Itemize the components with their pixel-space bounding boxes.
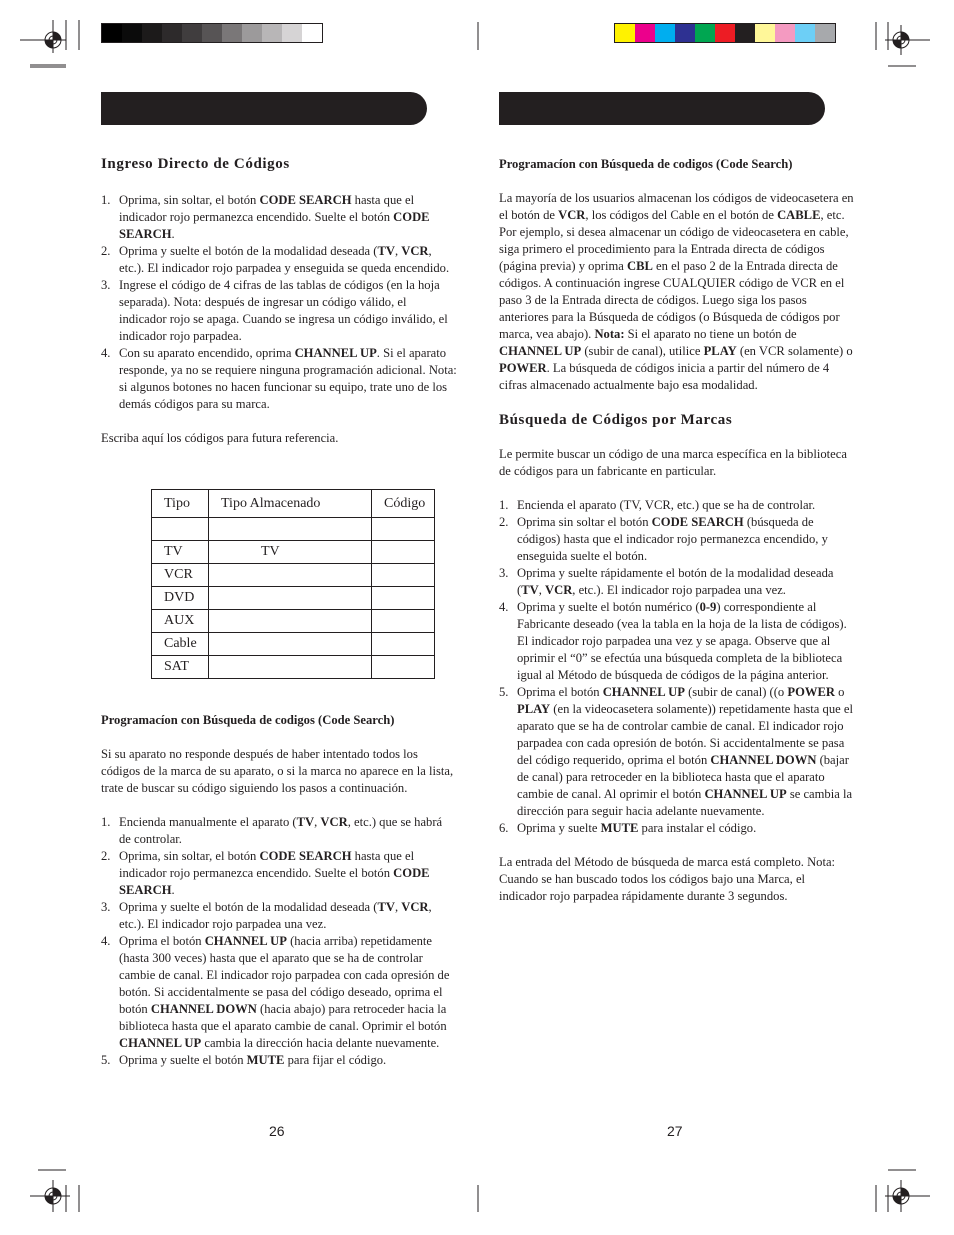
table-cell: [209, 610, 372, 633]
bold-term: VCR: [545, 583, 573, 597]
text-run: (hacia abajo) para retroceder hacia la biblioteca hasta que el aparato cambie de canal. Oprimir el botón: [119, 1002, 447, 1033]
text-run: Oprima el botón: [119, 934, 205, 948]
right-header-banner: [499, 92, 825, 125]
text-run: hasta que el indicador rojo permanezca encendido. Suelte el botón: [119, 193, 415, 224]
step-item: [101, 848, 457, 899]
bold-term: CHANNEL DOWN: [710, 753, 817, 767]
step-number: 3.: [499, 566, 509, 580]
text-run: , etc.). El indicador rojo parpadea una vez.: [119, 900, 432, 931]
step-item: [499, 599, 855, 684]
step-number: 4.: [101, 346, 111, 360]
color-swatch: [655, 24, 675, 42]
text-run: , etc.). El indicador rojo parpadea una vez.: [572, 583, 786, 597]
text-run: (búsqueda de códigos) hasta que el indicador rojo permanezca encendido, y enseguida suelte el botón.: [517, 515, 828, 563]
table-cell: VCR: [152, 564, 209, 587]
step-number: 6.: [499, 821, 509, 835]
grayscale-swatch: [122, 24, 142, 42]
text-run: Oprima y suelte el botón de la modalidad deseada (: [119, 244, 378, 258]
table-header-row: [152, 490, 435, 518]
color-calibration-strip: [614, 23, 836, 43]
step-number: 2.: [499, 515, 509, 529]
text-run: . Si el aparato responde, ya no se requiere ninguna programación adicional. Nota: si algunos botones no hacen funcionar su equipo, trate uno de los demás códigos para su marca.: [119, 346, 457, 411]
step-item: [101, 933, 457, 1052]
table-cell: [209, 656, 372, 679]
text-run: ) correspondiente al Fabricante deseado (vea la tabla en la hoja de la lista de códigos). El indicador rojo parpadea una vez y se apaga. Observe que al oprimir el “0” se efectúa una búsqueda completa de la biblioteca igual al Método de búsqueda de códigos de la página anterior.: [517, 600, 847, 682]
text-run: La mayoría de los usuarios almacenan los códigos de videocasetera en el botón de: [499, 191, 854, 222]
text-run: Oprima y suelte el botón de la modalidad deseada (: [119, 900, 378, 914]
brand-search-steps: [499, 497, 855, 837]
step-item: [101, 243, 457, 277]
bold-term: CHANNEL UP: [602, 685, 685, 699]
bold-term: CBL: [627, 259, 653, 273]
table-cell: [152, 518, 209, 541]
text-run: ,: [538, 583, 545, 597]
text-run: . La búsqueda de códigos inicia a partir del número de 4 cifras almacenado actualmente bajo esa modalidad.: [499, 361, 830, 392]
table-header-cell: Tipo: [152, 490, 209, 518]
bold-term: CODE SEARCH: [259, 849, 352, 863]
bold-term: VCR: [401, 244, 429, 258]
bold-term: CHANNEL UP: [294, 346, 377, 360]
text-run: para instalar el código.: [638, 821, 757, 835]
bold-term: CODE SEARCH: [651, 515, 744, 529]
table-cell: TV: [152, 541, 209, 564]
step-number: 1.: [101, 815, 111, 829]
text-run: Oprima y suelte el botón: [119, 1053, 247, 1067]
grayscale-swatch: [202, 24, 222, 42]
direct-code-entry-steps: [101, 192, 457, 413]
grayscale-swatch: [262, 24, 282, 42]
code-reference-table: [151, 489, 435, 679]
text-run: ,: [394, 900, 402, 914]
left-column: [101, 156, 457, 447]
code-search-explanation: [499, 190, 855, 394]
table-cell: [372, 518, 435, 541]
table-cell: SAT: [152, 656, 209, 679]
text-run: Oprima el botón: [517, 685, 603, 699]
text-run: cambia la dirección hacia delante nuevamente.: [201, 1036, 440, 1050]
step-item: [499, 514, 855, 565]
step-number: 3.: [101, 900, 111, 914]
step-item: [499, 497, 855, 514]
bold-term: CHANNEL UP: [499, 344, 582, 358]
table-cell: DVD: [152, 587, 209, 610]
table-blank-row: [152, 518, 435, 541]
table-header-cell: Tipo Almacenado: [209, 490, 372, 518]
table-row: [152, 564, 435, 587]
color-swatch: [695, 24, 715, 42]
bold-term: VCR: [401, 900, 429, 914]
bold-term: MUTE: [246, 1053, 285, 1067]
table-cell: [372, 633, 435, 656]
step-number: 4.: [101, 934, 111, 948]
text-run: Oprima y suelte rápidamente el botón de la modalidad deseada (: [517, 566, 834, 597]
bold-term: CABLE: [777, 208, 821, 222]
step-number: 2.: [101, 244, 111, 258]
text-run: Ingrese el código de 4 cifras de las tablas de códigos (en la hoja separada). Nota: después de ingresar un código válido, el indicador rojo se apaga. Cuando se ingresa un código inválido, el indicador rojo parpadea.: [119, 278, 448, 343]
text-run: .: [171, 227, 175, 241]
brand-search-intro: Le permite buscar un código de una marca específica en la biblioteca de códigos para un fabricante en particular.: [499, 447, 847, 478]
text-run: (en la videocasetera solamente)) repetidamente hasta que el aparato que se ha de controlar cambie de canal. El indicador rojo parpadea con cada opresión de botón. Si accidentalmente se pasa del código requerido, oprima el botón: [517, 702, 853, 767]
code-search-heading-right: Programacíon con Búsqueda de codigos (Code Search): [499, 157, 793, 171]
grayscale-swatch: [102, 24, 122, 42]
step-number: 4.: [499, 600, 509, 614]
color-swatch: [715, 24, 735, 42]
color-swatch: [675, 24, 695, 42]
color-swatch: [775, 24, 795, 42]
bold-term: PLAY: [517, 702, 551, 716]
color-swatch: [815, 24, 835, 42]
text-run: ,: [314, 815, 321, 829]
bold-term: POWER: [499, 361, 547, 375]
step-number: 1.: [101, 193, 111, 207]
step-item: [101, 814, 457, 848]
text-run: Con su aparato encendido, oprima: [119, 346, 295, 360]
table-row: [152, 656, 435, 679]
bold-term: CHANNEL UP: [119, 1036, 202, 1050]
bold-term: CODE SEARCH: [259, 193, 352, 207]
table-cell: Cable: [152, 633, 209, 656]
grayscale-swatch: [142, 24, 162, 42]
bold-term: 0-9: [699, 600, 717, 614]
step-item: [101, 899, 457, 933]
step-number: 3.: [101, 278, 111, 292]
text-run: (subir de canal) ((o: [684, 685, 788, 699]
table-cell: AUX: [152, 610, 209, 633]
step-item: [499, 565, 855, 599]
table-cell: [372, 564, 435, 587]
text-run: Encienda el aparato (TV, VCR, etc.) que se ha de controlar.: [517, 498, 816, 512]
table-row: [152, 541, 435, 564]
text-run: (subir de canal), utilice: [581, 344, 704, 358]
grayscale-swatch: [182, 24, 202, 42]
table-cell: [209, 564, 372, 587]
left-column-lower: [101, 712, 457, 1069]
grayscale-swatch: [242, 24, 262, 42]
grayscale-swatch: [222, 24, 242, 42]
text-run: se cambia la dirección para seguir hacia adelante nuevamente.: [517, 787, 853, 818]
table-cell: [372, 541, 435, 564]
step-item: [101, 345, 457, 413]
page-number-right: 27: [667, 1123, 683, 1139]
grayscale-calibration-strip: [101, 23, 323, 43]
bold-term: CHANNEL UP: [204, 934, 287, 948]
text-run: , etc.) que se habrá de controlar.: [119, 815, 443, 846]
text-run: Oprima y suelte: [517, 821, 601, 835]
color-swatch: [635, 24, 655, 42]
left-header-banner: [101, 92, 427, 125]
bold-term: PLAY: [703, 344, 737, 358]
bold-term: TV: [521, 583, 539, 597]
text-run: Oprima, sin soltar, el botón: [119, 849, 260, 863]
step-number: 5.: [101, 1053, 111, 1067]
reference-note: Escriba aquí los códigos para futura referencia.: [101, 431, 339, 445]
step-item: [499, 684, 855, 820]
grayscale-swatch: [162, 24, 182, 42]
step-number: 1.: [499, 498, 509, 512]
text-run: hasta que el indicador rojo permanezca encendido. Suelte el botón: [119, 849, 415, 880]
table-row: [152, 633, 435, 656]
table-cell: [372, 610, 435, 633]
table-cell: [209, 587, 372, 610]
text-run: en el paso 2 de la Entrada directa de códigos. A continuación ingrese CUALQUIER código de VCR en el paso 3 de la Entrada directa de códigos. Luego siga los pasos anteriores para la Búsqueda de códigos (o Búsqueda de códigos por marca, vea abajo).: [499, 259, 845, 341]
text-run: , los códigos del Cable en el botón de: [585, 208, 778, 222]
text-run: (en VCR solamente) o: [736, 344, 853, 358]
color-swatch: [735, 24, 755, 42]
bold-term: CODE SEARCH: [119, 210, 430, 241]
text-run: Oprima, sin soltar, el botón: [119, 193, 260, 207]
text-run: Encienda manualmente el aparato (: [119, 815, 297, 829]
table-cell: [209, 518, 372, 541]
color-swatch: [755, 24, 775, 42]
color-swatch: [615, 24, 635, 42]
brand-search-closing: La entrada del Método de búsqueda de marca está completo. Nota: Cuando se han buscado todos los códigos bajo una Marca, el indicador rojo parpadea rápidamente durante 3 segundos.: [499, 855, 836, 903]
text-run: (hacia arriba) repetidamente (hasta 300 veces) hasta que el aparato que se ha de controlar cambie de canal. El indicador rojo parpadea con cada opresión de botón. Si accidentalmente se pasa del código deseado, oprima el botón: [119, 934, 450, 1016]
table-cell: TV: [209, 541, 372, 564]
code-search-steps: [101, 814, 457, 1069]
bold-term: CODE SEARCH: [119, 866, 430, 897]
text-run: o: [834, 685, 845, 699]
text-run: .: [171, 883, 175, 897]
text-run: Oprima sin soltar el botón: [517, 515, 652, 529]
bold-term: VCR: [320, 815, 348, 829]
bold-term: CHANNEL UP: [704, 787, 787, 801]
page-number-left: 26: [269, 1123, 285, 1139]
bold-term: POWER: [787, 685, 835, 699]
code-search-heading-left: Programacíon con Búsqueda de codigos (Code Search): [101, 713, 395, 727]
table-header-cell: Código: [372, 490, 435, 518]
step-number: 2.: [101, 849, 111, 863]
table-row: [152, 610, 435, 633]
bold-term: Nota:: [594, 327, 625, 341]
grayscale-swatch: [282, 24, 302, 42]
step-item: [101, 1052, 457, 1069]
code-search-intro: Si su aparato no responde después de haber intentado todos los códigos de la marca de su aparato, o si la marca no aparece en la lista, trate de buscar su código siguiendo los pasos a continuación.: [101, 747, 454, 795]
text-run: (bajar de canal) para retroceder en la biblioteca hasta que el aparato cambie de canal. Al oprimir el botón: [517, 753, 849, 801]
direct-code-entry-heading: Ingreso Directo de Códigos: [101, 156, 290, 172]
table-cell: [209, 633, 372, 656]
bold-term: TV: [377, 244, 395, 258]
bold-term: TV: [377, 900, 395, 914]
text-run: ,: [394, 244, 402, 258]
text-run: , etc. Por ejemplo, si desea almacenar un código de videocasetera en cable, siga primero el procedimiento para la Entrada directa de códigos (página previa) y oprima: [499, 208, 849, 273]
bold-term: MUTE: [600, 821, 639, 835]
text-run: Si el aparato no tiene un botón de: [624, 327, 797, 341]
bold-term: CHANNEL DOWN: [150, 1002, 257, 1016]
step-item: [101, 192, 457, 243]
table-cell: [372, 587, 435, 610]
table-row: [152, 587, 435, 610]
text-run: , etc.). El indicador rojo parpadea y enseguida se queda encendido.: [119, 244, 450, 275]
right-column: [499, 156, 855, 905]
step-item: [101, 277, 457, 345]
grayscale-swatch: [302, 24, 322, 42]
bold-term: VCR: [558, 208, 586, 222]
color-swatch: [795, 24, 815, 42]
brand-search-heading: Búsqueda de Códigos por Marcas: [499, 412, 733, 428]
table-cell: [372, 656, 435, 679]
text-run: para fijar el código.: [284, 1053, 387, 1067]
bold-term: TV: [296, 815, 315, 829]
step-number: 5.: [499, 685, 509, 699]
step-item: [499, 820, 855, 837]
text-run: Oprima y suelte el botón numérico (: [517, 600, 700, 614]
